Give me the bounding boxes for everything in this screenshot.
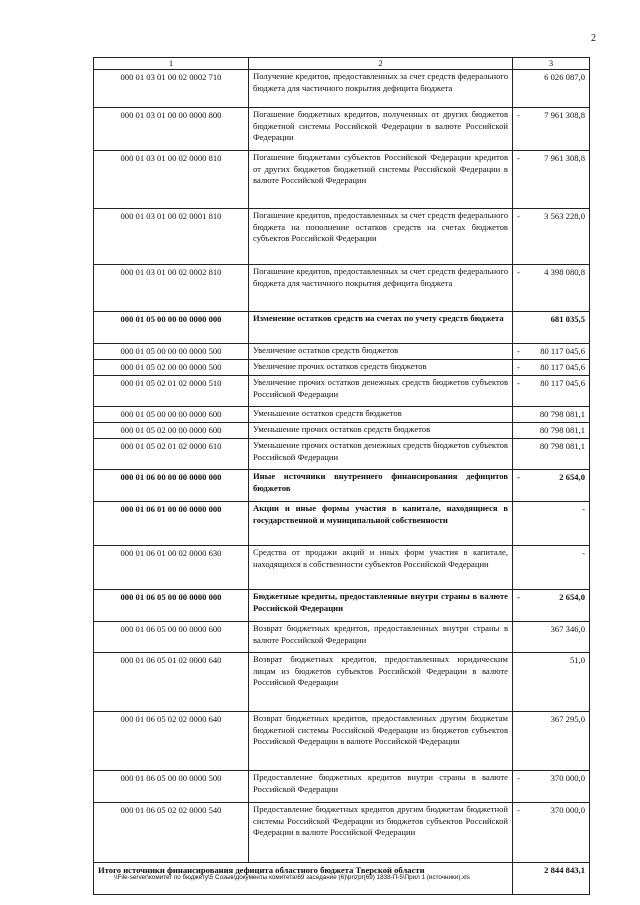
table-row <box>94 470 590 502</box>
amount-value: - <box>582 548 585 559</box>
amount-value: 367 346,0 <box>550 624 585 635</box>
table-row <box>94 70 590 108</box>
source-name: Увеличение остатков средств бюджетов <box>249 344 513 360</box>
column-header-1: 1 <box>94 58 249 70</box>
amount-cell <box>513 376 590 407</box>
table-row <box>94 423 590 439</box>
table-row <box>94 653 590 712</box>
amount-cell <box>513 312 590 344</box>
budget-classification-code: 000 01 06 05 00 00 0000 000 <box>94 590 249 622</box>
amount-value: 80 798 081,1 <box>539 425 585 436</box>
amount-sign: - <box>517 805 520 816</box>
amount-cell <box>513 439 590 470</box>
amount-cell <box>513 265 590 312</box>
amount-cell <box>513 546 590 590</box>
amount-value: 370 000,0 <box>550 773 585 784</box>
source-name: Увеличение прочих остатков средств бюджетов <box>249 360 513 376</box>
amount-sign <box>517 655 525 666</box>
amount-cell <box>513 590 590 622</box>
amount-cell <box>513 653 590 712</box>
amount-value: 681 035,5 <box>550 314 585 325</box>
amount-cell <box>513 108 590 151</box>
budget-classification-code: 000 01 03 01 00 02 0000 810 <box>94 151 249 209</box>
source-name: Уменьшение прочих остатков средств бюджетов <box>249 423 513 439</box>
source-name: Уменьшение прочих остатков денежных средств бюджетов субъектов Российской Федерации <box>249 439 513 470</box>
amount-value: 80 798 081,1 <box>539 409 585 420</box>
source-name: Возврат бюджетных кредитов, предоставленных юридическим лицам из бюджетов субъектов Российской Федерации в валюте Российской Федерации <box>249 653 513 712</box>
amount-cell <box>513 151 590 209</box>
amount-value: 80 798 081,1 <box>539 441 585 452</box>
amount-sign: - <box>517 267 520 278</box>
table-row <box>94 439 590 470</box>
source-name: Изменение остатков средств на счетах по учету средств бюджета <box>249 312 513 344</box>
budget-classification-code: 000 01 06 05 01 02 0000 640 <box>94 653 249 712</box>
source-name: Погашение бюджетных кредитов, полученных от других бюджетов бюджетной системы Российской Федерации в валюте Российской Федерации <box>249 108 513 151</box>
amount-sign <box>517 504 525 515</box>
source-name: Возврат бюджетных кредитов, предоставленных другим бюджетам бюджетной системы Российской Федерации из бюджетов субъектов Российской Федерации в валюте Российской Федерации <box>249 712 513 771</box>
amount-value: 3 563 228,0 <box>544 211 585 222</box>
table-row <box>94 151 590 209</box>
amount-sign: - <box>517 211 520 222</box>
amount-value: 7 961 308,8 <box>544 110 585 121</box>
table-row <box>94 265 590 312</box>
amount-value: 370 000,0 <box>550 805 585 816</box>
amount-value: 7 961 308,8 <box>544 153 585 164</box>
table-row <box>94 622 590 653</box>
source-name: Средства от продажи акций и иных форм участия в капитале, находящихся в собственности субъектов Российской Федерации <box>249 546 513 590</box>
amount-sign: - <box>517 346 520 357</box>
page-number: 2 <box>591 33 596 44</box>
table-row <box>94 108 590 151</box>
table-row <box>94 546 590 590</box>
amount-sign <box>517 624 525 635</box>
table-row <box>94 712 590 771</box>
budget-classification-code: 000 01 05 00 00 00 0000 600 <box>94 407 249 423</box>
column-header-3: 3 <box>513 58 590 70</box>
budget-classification-code: 000 01 05 00 00 00 0000 500 <box>94 344 249 360</box>
budget-classification-code: 000 01 05 02 01 02 0000 610 <box>94 439 249 470</box>
budget-classification-code: 000 01 03 01 00 00 0000 800 <box>94 108 249 151</box>
source-name: Погашение кредитов, предоставленных за счет средств федерального бюджета для частичного покрытия дефицита бюджета <box>249 265 513 312</box>
amount-value: 80 117 045,6 <box>540 362 585 373</box>
amount-sign: - <box>517 362 520 373</box>
amount-sign <box>517 314 525 325</box>
table-row <box>94 502 590 546</box>
amount-value: 51,0 <box>569 655 585 666</box>
amount-cell <box>513 502 590 546</box>
budget-classification-code: 000 01 05 02 01 02 0000 510 <box>94 376 249 407</box>
amount-cell <box>513 803 590 863</box>
budget-classification-code: 000 01 03 01 00 02 0002 710 <box>94 70 249 108</box>
table-row <box>94 407 590 423</box>
table-row <box>94 803 590 863</box>
amount-cell <box>513 407 590 423</box>
amount-sign: - <box>517 378 520 389</box>
amount-sign <box>517 409 525 420</box>
amount-cell <box>513 423 590 439</box>
budget-classification-code: 000 01 06 00 00 00 0000 000 <box>94 470 249 502</box>
amount-sign: - <box>517 592 520 603</box>
budget-classification-code: 000 01 03 01 00 02 0001 810 <box>94 209 249 265</box>
amount-value: 2 654,0 <box>559 592 585 603</box>
source-name: Иные источники внутреннего финансирования дефицитов бюджетов <box>249 470 513 502</box>
amount-sign <box>517 72 525 83</box>
budget-classification-code: 000 01 05 00 00 00 0000 000 <box>94 312 249 344</box>
amount-sign <box>517 714 525 725</box>
amount-cell <box>513 360 590 376</box>
amount-sign <box>517 425 525 436</box>
amount-value: - <box>582 504 585 515</box>
amount-sign <box>517 548 525 559</box>
amount-value: 80 117 045,6 <box>540 378 585 389</box>
budget-classification-code: 000 01 03 01 00 02 0002 810 <box>94 265 249 312</box>
amount-value: 6 026 087,0 <box>544 72 585 83</box>
amount-value: 80 117 045,6 <box>540 346 585 357</box>
file-path-footer: \\File-server\комитет по бюджету\5 Созыв\документы комитета\69 заседание (6)\prizpr(69) 1838-П-5\Прил 1 (источники).xls <box>114 874 470 881</box>
amount-sign: - <box>517 110 520 121</box>
budget-classification-code: 000 01 06 05 02 02 0000 640 <box>94 712 249 771</box>
source-name: Бюджетные кредиты, предоставленные внутри страны в валюте Российской Федерации <box>249 590 513 622</box>
budget-classification-code: 000 01 05 02 00 00 0000 600 <box>94 423 249 439</box>
budget-classification-code: 000 01 06 01 00 00 0000 000 <box>94 502 249 546</box>
source-name: Уменьшение остатков средств бюджетов <box>249 407 513 423</box>
total-label: Итого источники финансирования дефицита областного бюджета Тверской области <box>94 863 513 895</box>
source-name: Погашение кредитов, предоставленных за счет средств федерального бюджета на пополнение остатков средств на счетах бюджетов субъектов Российской Федерации <box>249 209 513 265</box>
source-name: Возврат бюджетных кредитов, предоставленных внутри страны в валюте Российской Федерации <box>249 622 513 653</box>
amount-sign: - <box>517 472 520 483</box>
amount-cell <box>513 70 590 108</box>
amount-value: 4 398 080,8 <box>544 267 585 278</box>
source-name: Получение кредитов, предоставленных за счет средств федерального бюджета для частичного покрытия дефицита бюджета <box>249 70 513 108</box>
amount-cell <box>513 622 590 653</box>
source-name: Предоставление бюджетных кредитов внутри страны в валюте Российской Федерации <box>249 771 513 803</box>
table-row <box>94 590 590 622</box>
budget-classification-code: 000 01 06 01 00 02 0000 630 <box>94 546 249 590</box>
budget-classification-code: 000 01 06 05 00 00 0000 600 <box>94 622 249 653</box>
table-row <box>94 344 590 360</box>
amount-cell <box>513 771 590 803</box>
amount-cell <box>513 712 590 771</box>
budget-classification-code: 000 01 06 05 00 00 0000 500 <box>94 771 249 803</box>
table-row <box>94 209 590 265</box>
source-name: Акции и иные формы участия в капитале, находящиеся в государственной и муниципальной собственности <box>249 502 513 546</box>
table-row <box>94 771 590 803</box>
budget-classification-code: 000 01 05 02 00 00 0000 500 <box>94 360 249 376</box>
amount-sign: - <box>517 773 520 784</box>
amount-cell <box>513 209 590 265</box>
budget-classification-code: 000 01 06 05 02 02 0000 540 <box>94 803 249 863</box>
source-name: Увеличение прочих остатков денежных средств бюджетов субъектов Российской Федерации <box>249 376 513 407</box>
table-row <box>94 376 590 407</box>
source-name: Предоставление бюджетных кредитов другим бюджетам бюджетной системы Российской Федерации из бюджетов субъектов Российской Федерации в валюте Российской Федерации <box>249 803 513 863</box>
table-row <box>94 360 590 376</box>
amount-sign <box>517 441 525 452</box>
source-name: Погашение бюджетами субъектов Российской Федерации кредитов от других бюджетов бюджетной системы Российской Федерации в валюте Российской Федерации <box>249 151 513 209</box>
amount-sign: - <box>517 153 520 164</box>
total-value: 2 844 843,1 <box>513 863 590 895</box>
amount-value: 367 295,0 <box>550 714 585 725</box>
table-row <box>94 312 590 344</box>
column-number-row <box>94 58 590 70</box>
amount-value: 2 654,0 <box>559 472 585 483</box>
column-header-2: 2 <box>249 58 513 70</box>
amount-cell <box>513 470 590 502</box>
amount-cell <box>513 344 590 360</box>
financing-sources-table <box>93 57 590 895</box>
